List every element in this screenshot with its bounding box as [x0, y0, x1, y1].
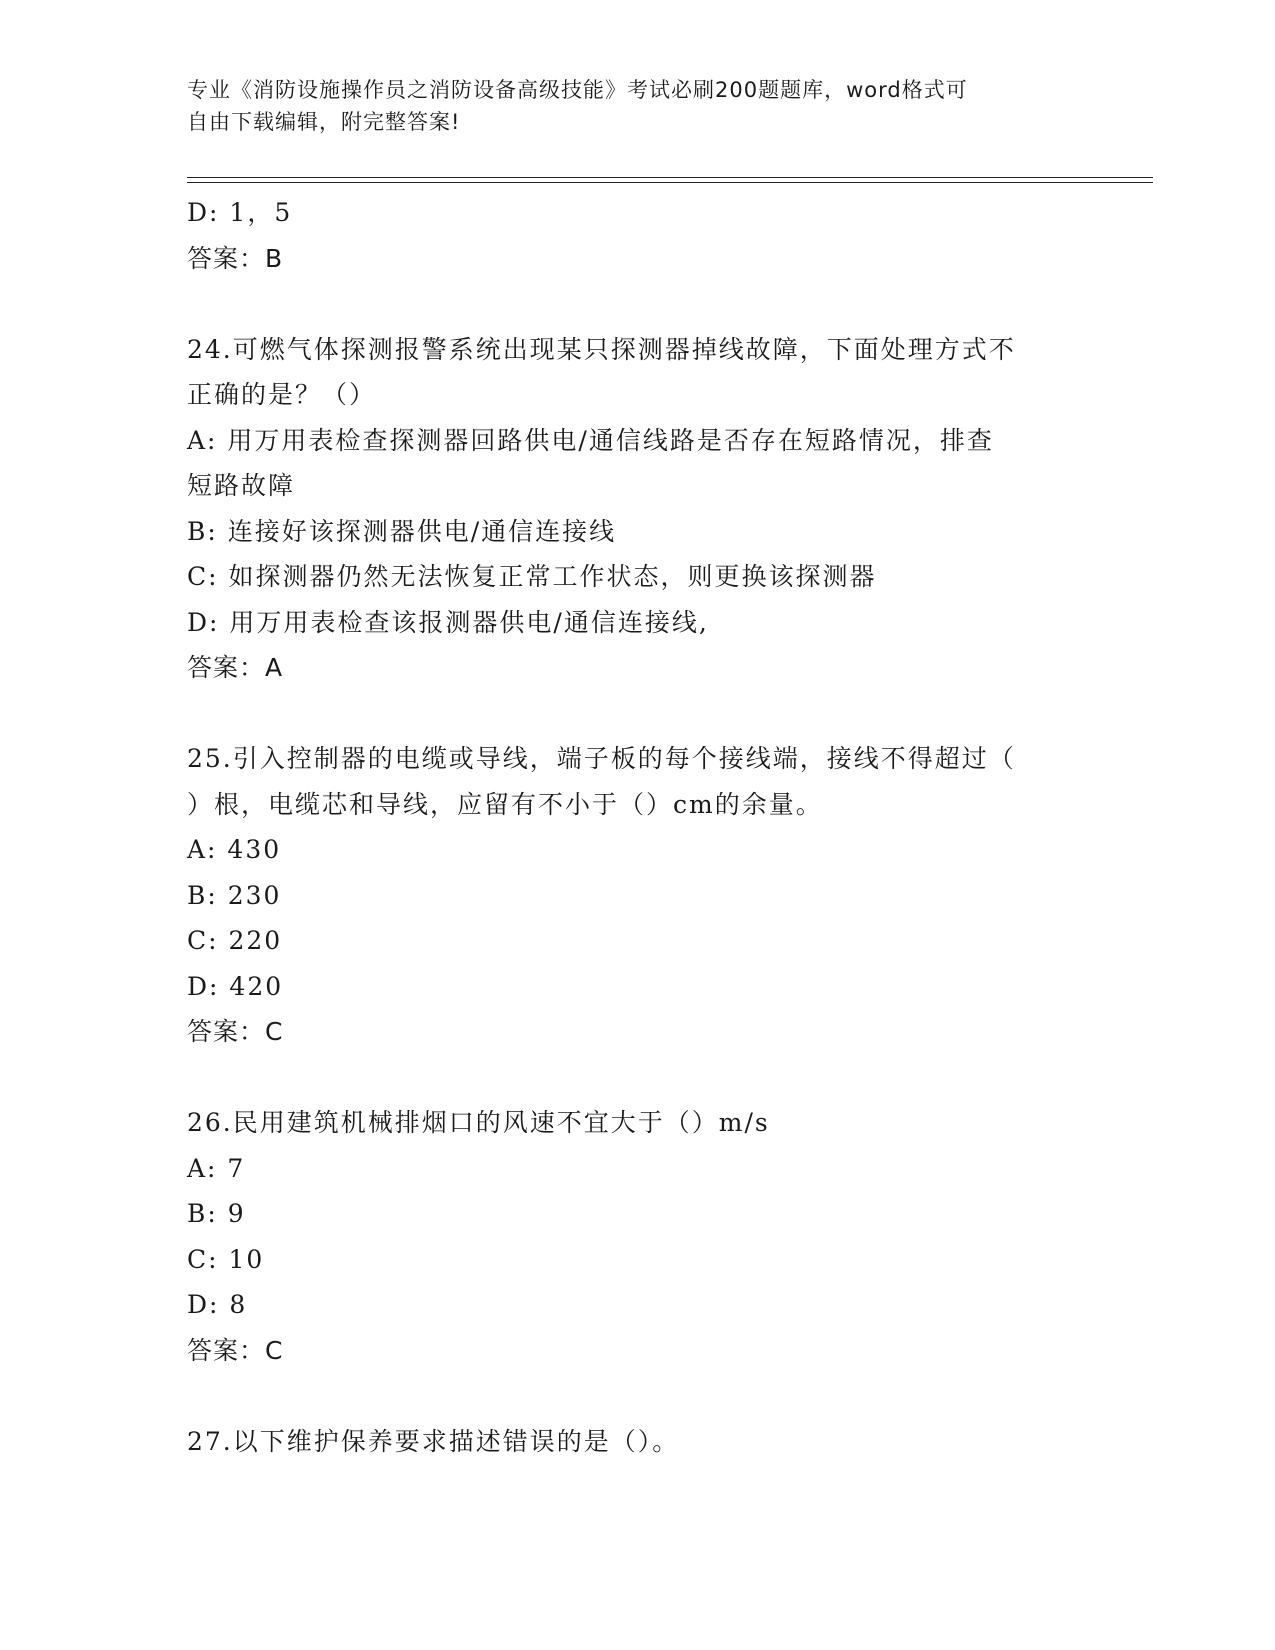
header-divider-top [187, 177, 1153, 178]
question-content [187, 190, 1087, 1464]
option-d-carryover: D: 1，5 [187, 198, 293, 227]
question-25-option-d: D: 420 [187, 971, 284, 1001]
question-24-option-a-line-2: 短路故障 [187, 471, 296, 500]
question-26-option-c: C: 10 [187, 1244, 265, 1274]
question-26-answer: 答案：C [187, 1335, 284, 1365]
question-26-option-b: B: 9 [187, 1199, 246, 1228]
question-25-stem-line-2: ）根，电缆芯和导线，应留有不小于（）cm的余量。 [187, 789, 823, 819]
question-24-stem-line-1: 24.可燃气体探测报警系统出现某只探测器掉线故障，下面处理方式不 [187, 334, 1016, 364]
question-24-stem-line-2: 正确的是？（） [187, 380, 377, 409]
question-24-option-d: D: 用万用表检查该报测器供电/通信连接线, [187, 607, 709, 637]
header-line-1: 专业《消防设施操作员之消防设备高级技能》考试必刷200题题库，word格式可 [187, 78, 968, 102]
question-24-option-b: B: 连接好该探测器供电/通信连接线 [187, 516, 617, 546]
question-24-option-a-line-1: A: 用万用表检查探测器回路供电/通信线路是否存在短路情况，排查 [187, 425, 994, 455]
question-25-option-a: A: 430 [187, 835, 282, 864]
question-26-option-d: D: 8 [187, 1290, 248, 1319]
question-24-answer: 答案：A [187, 653, 284, 682]
spacer [187, 691, 1087, 737]
question-25-option-c: C: 220 [187, 926, 283, 955]
question-25-answer: 答案：C [187, 1017, 284, 1046]
spacer [187, 1055, 1087, 1101]
question-25-stem-line-1: 25.引入控制器的电缆或导线，端子板的每个接线端，接线不得超过（ [187, 744, 1016, 773]
spacer [187, 1373, 1087, 1419]
header-divider-bottom [187, 182, 1153, 183]
question-24-option-c: C: 如探测器仍然无法恢复正常工作状态，则更换该探测器 [187, 562, 877, 591]
question-26-option-a: A: 7 [187, 1153, 246, 1183]
answer-carryover: 答案：B [187, 243, 284, 273]
page-header [187, 74, 1067, 138]
question-25-option-b: B: 230 [187, 880, 282, 910]
spacer [187, 281, 1087, 327]
header-line-2: 自由下载编辑，附完整答案! [187, 110, 461, 134]
question-26-stem-line-1: 26.民用建筑机械排烟口的风速不宜大于（）m/s [187, 1108, 770, 1137]
question-27-stem-line-1: 27.以下维护保养要求描述错误的是（）。 [187, 1426, 680, 1456]
